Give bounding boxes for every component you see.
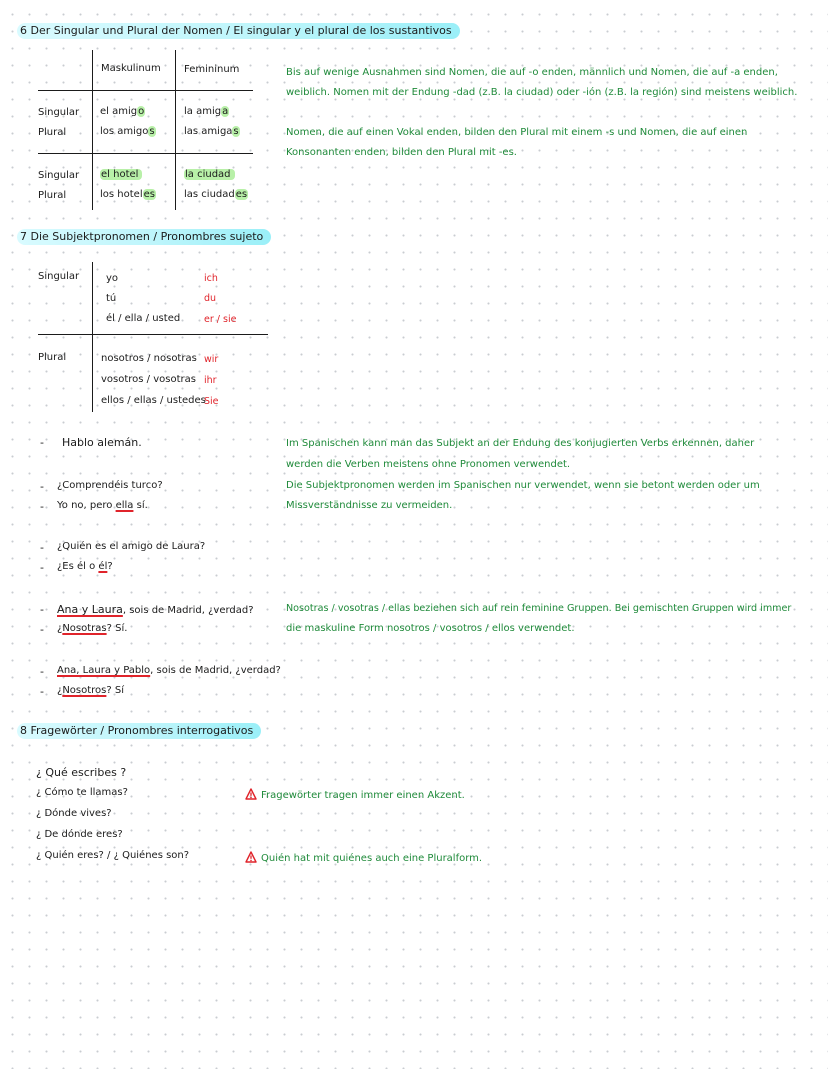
question-word: ¿ Cómo te llamas? xyxy=(36,787,128,798)
cell-fem-sing xyxy=(184,106,229,117)
ending-highlight: a xyxy=(222,106,229,117)
bullet: - xyxy=(40,500,44,513)
row-label-singular: Singular xyxy=(38,271,80,282)
table-hline xyxy=(38,90,253,91)
table-vline xyxy=(92,50,93,210)
warning-icon xyxy=(245,788,257,800)
text: ¿Es él o xyxy=(57,561,99,572)
bullet: - xyxy=(40,685,44,698)
ending-highlight: s xyxy=(233,126,239,137)
pronoun-es: él / ella / usted xyxy=(106,313,181,324)
ending-highlight: es xyxy=(235,189,248,200)
warning-note xyxy=(245,788,465,801)
note-plural-1: Nomen, die auf einen Vokal enden, bilden den Plural mit einem -s und Nomen, die auf einen xyxy=(286,127,748,138)
pronoun-es: ellos / ellas / ustedes xyxy=(101,395,206,406)
example-sentence xyxy=(57,685,124,696)
example-sentence xyxy=(57,561,113,572)
cell-masc-sing-2 xyxy=(100,169,142,180)
cell-fem-plur xyxy=(184,126,240,137)
ending-highlight: o xyxy=(138,106,145,117)
word: el amig xyxy=(100,106,138,117)
bullet: - xyxy=(40,561,44,574)
pronoun-de: ihr xyxy=(204,375,217,386)
text: ? Sí. xyxy=(106,623,128,634)
example-sentence xyxy=(57,603,254,616)
bullet: - xyxy=(40,603,44,616)
col-header-fem: Femininum xyxy=(184,64,240,75)
cell-fem-plur-2 xyxy=(184,189,248,200)
bullet: - xyxy=(40,436,44,449)
section-6-title: 6 Der Singular und Plural der Nomen / El singular y el plural de los sustantivos xyxy=(17,23,460,39)
word: los amigo xyxy=(100,126,149,137)
underlined-pronoun: él xyxy=(98,561,108,572)
row-label-singular: Singular xyxy=(38,170,80,181)
text: ? Sí xyxy=(106,685,125,696)
question-word: ¿ Quién eres? / ¿ Quiénes son? xyxy=(36,850,190,861)
row-label-plural: Plural xyxy=(38,190,67,201)
ending-highlight: s xyxy=(149,126,155,137)
text: Yo no, pero xyxy=(57,500,116,511)
word: las ciudad xyxy=(184,189,235,200)
cell-masc-plur-2 xyxy=(100,189,156,200)
word: las amiga xyxy=(184,126,233,137)
word: los hotel xyxy=(100,189,143,200)
example-sentence: Hablo alemán. xyxy=(62,436,142,449)
note-subject-2: werden die Verben meistens ohne Pronomen verwendet. xyxy=(286,459,571,470)
word: la ciudad xyxy=(184,169,235,180)
example-sentence xyxy=(57,665,281,676)
note-groups-1: Nosotras / vosotras / ellas beziehen sich auf rein feminine Gruppen. Bei gemischten Gruppen wird immer xyxy=(286,603,792,614)
col-header-masc: Maskulinum xyxy=(101,63,161,74)
pronoun-de: er / sie xyxy=(204,314,237,325)
note-subject-1: Im Spanischen kann man das Subjekt an der Endung des konjugierten Verbs erkennen, daher xyxy=(286,438,755,449)
pronoun-es: nosotros / nosotras xyxy=(101,353,197,364)
cell-masc-sing xyxy=(100,106,145,117)
bullet: - xyxy=(40,665,44,678)
question-word: ¿ Qué escribes ? xyxy=(36,766,127,779)
underlined-pronoun: Nosotros xyxy=(62,685,107,696)
section-8-title: 8 Fragewörter / Pronombres interrogativos xyxy=(17,723,261,739)
example-sentence xyxy=(57,623,127,634)
example-sentence: ¿Quién es el amigo de Laura? xyxy=(57,541,206,552)
bullet: - xyxy=(40,623,44,636)
text: , sois de Madrid, ¿verdad? xyxy=(122,605,254,616)
warning-text: Fragewörter tragen immer einen Akzent. xyxy=(261,790,465,801)
warning-icon xyxy=(245,851,257,863)
underlined-subject: Ana, Laura y Pablo xyxy=(57,665,151,676)
table-vline xyxy=(175,50,176,210)
pronoun-de: Sie xyxy=(204,396,219,407)
example-sentence: ¿Comprendéis turco? xyxy=(57,480,163,491)
example-sentence xyxy=(57,500,148,511)
table-vline xyxy=(92,262,93,412)
underlined-pronoun: ella xyxy=(115,500,134,511)
row-label-plural: Plural xyxy=(38,352,67,363)
text: sí. xyxy=(133,500,148,511)
text: ? xyxy=(107,561,113,572)
note-subject-4: Missverständnisse zu vermeiden. xyxy=(286,500,453,511)
pronoun-es: yo xyxy=(106,273,119,284)
underlined-subject: Ana y Laura xyxy=(57,603,123,616)
word: la amig xyxy=(184,106,222,117)
section-7-title: 7 Die Subjektpronomen / Pronombres sujeto xyxy=(17,229,271,245)
word: el hotel xyxy=(100,169,142,180)
row-label-plural: Plural xyxy=(38,127,67,138)
pronoun-de: ich xyxy=(204,273,218,284)
pronoun-es: vosotros / vosotras xyxy=(101,374,196,385)
note-gender-1: Bis auf wenige Ausnahmen sind Nomen, die auf -o enden, männlich und Nomen, die auf -a enden, xyxy=(286,67,778,78)
warning-note xyxy=(245,851,482,864)
underlined-pronoun: Nosotras xyxy=(62,623,107,634)
pronoun-de: du xyxy=(204,293,217,304)
row-label-singular: Singular xyxy=(38,107,80,118)
ending-highlight: es xyxy=(143,189,155,200)
bullet: - xyxy=(40,480,44,493)
question-word: ¿ De dónde eres? xyxy=(36,829,123,840)
cell-fem-sing-2 xyxy=(184,169,235,180)
bullet: - xyxy=(40,541,44,554)
pronoun-de: wir xyxy=(204,354,219,365)
note-gender-2: weiblich. Nomen mit der Endung -dad (z.B. la ciudad) oder -ión (z.B. la región) sind meistens weiblich. xyxy=(286,87,798,98)
table-hline xyxy=(38,153,253,154)
note-subject-3: Die Subjektpronomen werden im Spanischen nur verwendet, wenn sie betont werden oder um xyxy=(286,480,760,491)
question-word: ¿ Dónde vives? xyxy=(36,808,112,819)
warning-text: Quién hat mit quiénes auch eine Pluralform. xyxy=(261,853,483,864)
text: ¿ xyxy=(57,623,63,634)
note-groups-2: die maskuline Form nosotros / vosotros / ellos verwendet. xyxy=(286,623,575,634)
text: ¿ xyxy=(57,685,63,696)
pronoun-es: tú xyxy=(106,293,117,304)
table-hline xyxy=(38,334,268,335)
cell-masc-plur xyxy=(100,126,156,137)
text: , sois de Madrid, ¿verdad? xyxy=(150,665,281,676)
note-plural-2: Konsonanten enden, bilden den Plural mit -es. xyxy=(286,147,517,158)
